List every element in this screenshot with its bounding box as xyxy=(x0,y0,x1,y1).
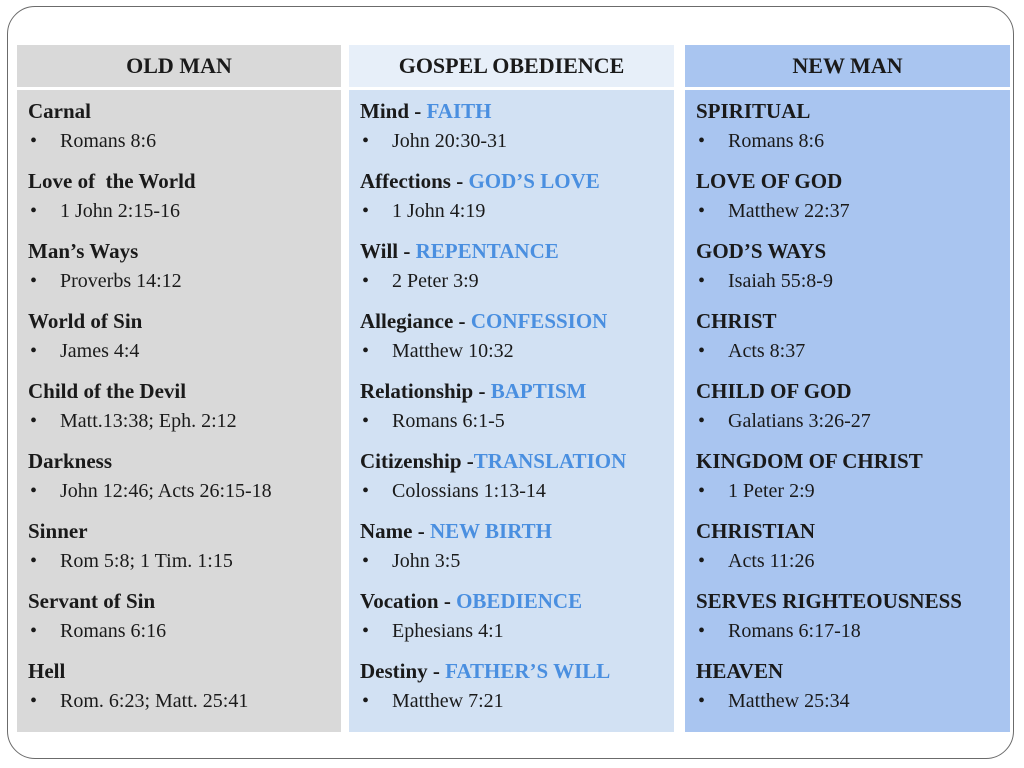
reference-text: John 12:46; Acts 26:15-18 xyxy=(60,480,272,502)
entry-highlight: FATHER’S WILL xyxy=(445,659,611,683)
bullet-icon: • xyxy=(362,690,370,712)
bullet-icon: • xyxy=(698,410,706,432)
gospel-entry xyxy=(360,588,674,658)
reference-text: Matthew 22:37 xyxy=(728,200,850,222)
old-man-entry xyxy=(28,378,341,448)
entry-title: CHILD OF GOD xyxy=(696,379,852,403)
entry-highlight: CONFESSION xyxy=(470,309,608,333)
bullet-icon: • xyxy=(362,480,370,502)
entry-title xyxy=(360,308,674,334)
reference-text: Galatians 3:26-27 xyxy=(728,410,871,432)
entry-reference xyxy=(360,548,674,574)
entry-title: SPIRITUAL xyxy=(696,99,811,123)
entry-reference xyxy=(696,478,1010,504)
gospel-entry xyxy=(360,378,674,448)
new-man-entry xyxy=(696,98,1010,168)
bullet-icon: • xyxy=(30,620,38,642)
bullet-icon: • xyxy=(362,620,370,642)
entry-title: Darkness xyxy=(28,449,113,473)
entry-title: HEAVEN xyxy=(696,659,784,683)
reference-text: Romans 6:1-5 xyxy=(392,410,505,432)
entry-reference xyxy=(28,688,341,714)
new-man-list xyxy=(685,90,1010,732)
entry-reference xyxy=(360,198,674,224)
bullet-icon: • xyxy=(30,130,38,152)
reference-text: Acts 8:37 xyxy=(728,340,806,362)
entry-highlight: NEW BIRTH xyxy=(429,519,552,543)
reference-text: James 4:4 xyxy=(60,340,140,362)
reference-text: Ephesians 4:1 xyxy=(392,620,504,642)
bullet-icon: • xyxy=(698,690,706,712)
entry-highlight: BAPTISM xyxy=(490,379,587,403)
entry-reference xyxy=(360,128,674,154)
reference-text: Romans 6:16 xyxy=(60,620,167,642)
entry-title xyxy=(360,168,674,194)
bullet-icon: • xyxy=(362,340,370,362)
entry-reference xyxy=(696,268,1010,294)
entry-reference xyxy=(360,688,674,714)
new-man-entry xyxy=(696,308,1010,378)
reference-text: Rom. 6:23; Matt. 25:41 xyxy=(60,690,249,712)
entry-title: Child of the Devil xyxy=(28,379,187,403)
entry-title: LOVE OF GOD xyxy=(696,169,843,193)
entry-title: CHRIST xyxy=(696,309,777,333)
entry-reference xyxy=(28,548,341,574)
reference-text: Isaiah 55:8-9 xyxy=(728,270,833,292)
reference-text: Matthew 7:21 xyxy=(392,690,504,712)
gospel-entry xyxy=(360,308,674,378)
bullet-icon: • xyxy=(698,130,706,152)
reference-text: Romans 8:6 xyxy=(728,130,825,152)
entry-highlight: OBEDIENCE xyxy=(456,589,583,613)
new-man-entry xyxy=(696,378,1010,448)
new-man-entry xyxy=(696,238,1010,308)
gospel-entry xyxy=(360,238,674,308)
bullet-icon: • xyxy=(698,270,706,292)
reference-text: Romans 8:6 xyxy=(60,130,157,152)
entry-label: Destiny - xyxy=(360,659,446,683)
entry-title xyxy=(360,448,674,474)
entry-label: Name - xyxy=(360,519,430,543)
new-man-entry xyxy=(696,448,1010,518)
old-man-column xyxy=(17,45,341,732)
entry-highlight: REPENTANCE xyxy=(415,239,559,263)
entry-title: Carnal xyxy=(28,99,91,123)
bullet-icon: • xyxy=(30,480,38,502)
entry-title: Servant of Sin xyxy=(28,589,156,613)
reference-text: Matthew 10:32 xyxy=(392,340,514,362)
entry-reference xyxy=(28,268,341,294)
gospel-entry xyxy=(360,518,674,588)
old-man-entry xyxy=(28,168,341,238)
old-man-entry xyxy=(28,308,341,378)
entry-highlight: TRANSLATION xyxy=(473,449,627,473)
gospel-entry xyxy=(360,658,674,728)
bullet-icon: • xyxy=(362,200,370,222)
entry-title: GOD’S WAYS xyxy=(696,239,827,263)
entry-reference xyxy=(28,618,341,644)
reference-text: Colossians 1:13-14 xyxy=(392,480,546,502)
entry-title: SERVES RIGHTEOUSNESS xyxy=(696,589,962,613)
entry-reference xyxy=(28,478,341,504)
entry-reference xyxy=(28,128,341,154)
entry-title: World of Sin xyxy=(28,309,143,333)
new-man-entry xyxy=(696,658,1010,728)
entry-label: Vocation - xyxy=(360,589,457,613)
entry-reference xyxy=(696,338,1010,364)
entry-label: Citizenship - xyxy=(360,449,474,473)
entry-title xyxy=(360,588,674,614)
old-man-list xyxy=(17,90,341,732)
entry-title: Man’s Ways xyxy=(28,239,139,263)
entry-label: Allegiance - xyxy=(360,309,471,333)
reference-text: Romans 6:17-18 xyxy=(728,620,861,642)
entry-reference xyxy=(28,198,341,224)
entry-label: Relationship - xyxy=(360,379,491,403)
old-man-entry xyxy=(28,238,341,308)
entry-title: Love of the World xyxy=(28,169,196,193)
entry-reference xyxy=(360,618,674,644)
reference-text: Proverbs 14:12 xyxy=(60,270,182,292)
reference-text: 1 John 4:19 xyxy=(392,200,486,222)
new-man-entry xyxy=(696,518,1010,588)
bullet-icon: • xyxy=(362,130,370,152)
gospel-entry xyxy=(360,98,674,168)
bullet-icon: • xyxy=(698,620,706,642)
entry-reference xyxy=(696,408,1010,434)
entry-highlight: GOD’S LOVE xyxy=(468,169,600,193)
new-man-entry xyxy=(696,588,1010,658)
reference-text: 1 Peter 2:9 xyxy=(728,480,815,502)
entry-reference xyxy=(360,478,674,504)
entry-reference xyxy=(360,338,674,364)
old-man-entry xyxy=(28,448,341,518)
entry-title xyxy=(360,518,674,544)
bullet-icon: • xyxy=(30,200,38,222)
entry-reference xyxy=(696,688,1010,714)
entry-reference xyxy=(28,408,341,434)
gospel-entry xyxy=(360,448,674,518)
reference-text: John 20:30-31 xyxy=(392,130,507,152)
reference-text: Matthew 25:34 xyxy=(728,690,850,712)
reference-text: Matt.13:38; Eph. 2:12 xyxy=(60,410,237,432)
entry-reference xyxy=(360,268,674,294)
gospel-obedience-header: GOSPEL OBEDIENCE xyxy=(349,45,674,90)
bullet-icon: • xyxy=(362,550,370,572)
bullet-icon: • xyxy=(698,550,706,572)
bullet-icon: • xyxy=(698,340,706,362)
entry-label: Mind - xyxy=(360,99,427,123)
new-man-entry xyxy=(696,168,1010,238)
entry-title xyxy=(360,98,674,124)
bullet-icon: • xyxy=(362,270,370,292)
entry-reference xyxy=(696,548,1010,574)
reference-text: Acts 11:26 xyxy=(728,550,815,572)
gospel-obedience-list xyxy=(349,90,674,732)
old-man-entry xyxy=(28,98,341,168)
entry-highlight: FAITH xyxy=(426,99,492,123)
entry-title: CHRISTIAN xyxy=(696,519,816,543)
entry-title xyxy=(360,378,674,404)
bullet-icon: • xyxy=(30,340,38,362)
bullet-icon: • xyxy=(362,410,370,432)
bullet-icon: • xyxy=(698,480,706,502)
bullet-icon: • xyxy=(30,410,38,432)
gospel-obedience-column xyxy=(349,45,674,732)
entry-title xyxy=(360,658,674,684)
gospel-entry xyxy=(360,168,674,238)
entry-label: Affections - xyxy=(360,169,469,193)
reference-text: Rom 5:8; 1 Tim. 1:15 xyxy=(60,550,233,572)
old-man-entry xyxy=(28,588,341,658)
bullet-icon: • xyxy=(30,550,38,572)
reference-text: 2 Peter 3:9 xyxy=(392,270,479,292)
bullet-icon: • xyxy=(30,690,38,712)
entry-reference xyxy=(696,128,1010,154)
entry-title xyxy=(360,238,674,264)
entry-reference xyxy=(696,618,1010,644)
reference-text: John 3:5 xyxy=(392,550,461,572)
old-man-entry xyxy=(28,518,341,588)
bullet-icon: • xyxy=(30,270,38,292)
bullet-icon: • xyxy=(698,200,706,222)
new-man-header: NEW MAN xyxy=(685,45,1010,90)
old-man-entry xyxy=(28,658,341,728)
entry-reference xyxy=(360,408,674,434)
entry-reference xyxy=(696,198,1010,224)
entry-title: Hell xyxy=(28,659,66,683)
entry-title: Sinner xyxy=(28,519,88,543)
entry-label: Will - xyxy=(360,239,416,263)
old-man-header: OLD MAN xyxy=(17,45,341,90)
new-man-column xyxy=(685,45,1010,732)
reference-text: 1 John 2:15-16 xyxy=(60,200,180,222)
entry-title: KINGDOM OF CHRIST xyxy=(696,449,923,473)
entry-reference xyxy=(28,338,341,364)
